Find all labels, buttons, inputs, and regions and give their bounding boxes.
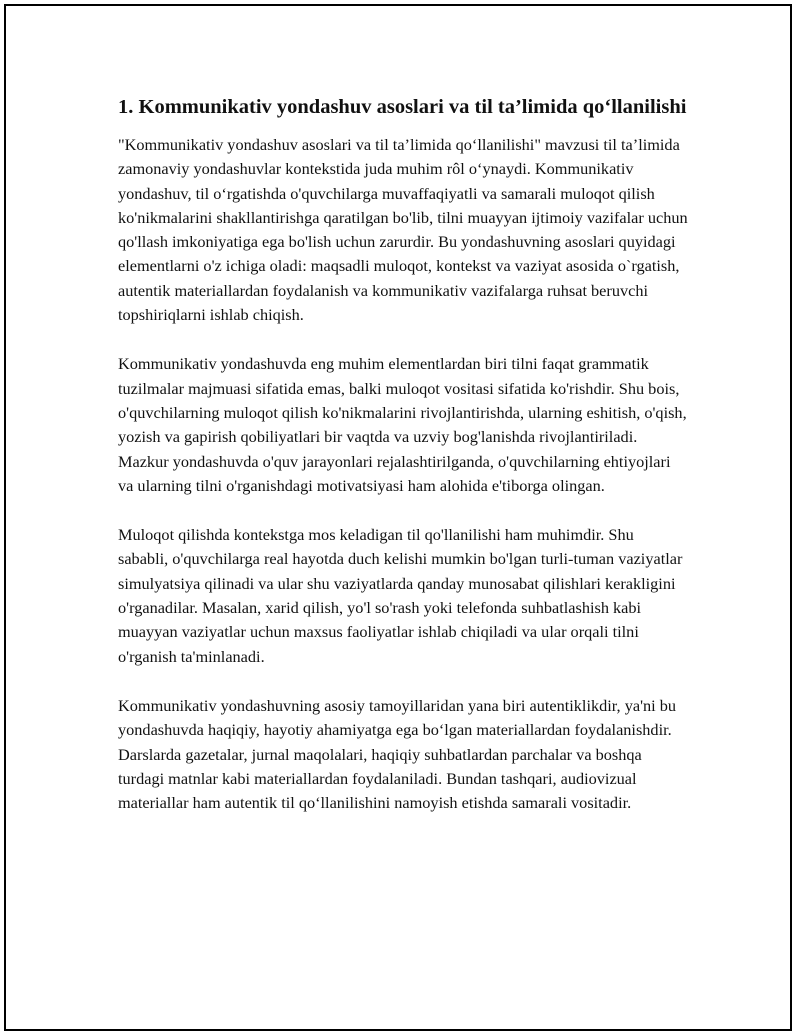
paragraph-4: Kommunikativ yondashuvning asosiy tamoyillaridan yana biri autentiklikdir, ya'ni bu yondashuvda haqiqiy, hayotiy ahamiyatga ega bo‘lgan materiallardan foydalanishdir. Darslarda gazetalar, jurnal maqolalari, haqiqiy suhbatlardan parchalar va boshqa turdagi matnlar kabi materiallardan foydalaniladi. Bundan tashqari, audiovizual materiallar ham autentik til qo‘llanilishini namoyish etishda samarali vositadir. <box>118 695 677 813</box>
paragraph-1: "Kommunikativ yondashuv asoslari va til ta’limida qo‘llanilishi" mavzusi til ta’limida zamonaviy yondashuvlar kontekstida juda muhim rôl o‘ynaydi. Kommunikativ yondashuv, til o‘rgatishda o'quvchilarga muvaffaqiyatli va samarali muloqot qilish ko'nikmalarini shakllantirishga qaratilgan bo'lib, tilni muayyan ijtimoiy vazifalar uchun qo'llash imkoniyatiga ega bo'lish uchun zarurdir. Bu yondashuvning asoslari quyidagi elementlarni o'z ichiga oladi: maqsadli muloqot, kontekst va vaziyat asosida o`rgatish, autentik materiallardan foydalanish va kommunikativ vazifalarga ruhsat beruvchi topshiriqlarni ishlab chiqish. <box>118 135 688 325</box>
paragraph-3: Muloqot qilishda kontekstga mos keladigan til qo'llanilishi ham muhimdir. Shu sababli, o'quvchilarga real hayotda duch kelishi mumkin bo'lgan turli-tuman vaziyatlar simulyatsiya qilinadi va ular shu vaziyatlarda qanday munosabat qilishlari kerakligini o'rganadilar. Masalan, xarid qilish, yo'l so'rash yoki telefonda suhbatlashish kabi muayyan vaziyatlar uchun maxsus faoliyatlar ishlab chiqiladi va ular orqali tilni o'rganish ta'minlanadi. <box>118 525 683 666</box>
document-body <box>118 94 688 840</box>
section-heading: 1. Kommunikativ yondashuv asoslari va til ta’limida qo‘llanilishi <box>118 96 687 118</box>
paragraph-2: Kommunikativ yondashuvda eng muhim elementlardan biri tilni faqat grammatik tuzilmalar majmuasi sifatida emas, balki muloqot vositasi sifatida ko'rishdir. Shu bois, o'quvchilarning muloqot qilish ko'nikmalarini rivojlantirishda, ularning eshitish, o'qish, yozish va gapirish qobiliyatlari bir vaqtda va uzviy bog'lanishda rivojlantiriladi. Mazkur yondashuvda o'quv jarayonlari rejalashtirilganda, o'quvchilarning ehtiyojlari va ularning tilni o'rganishdagi motivatsiyasi ham alohida e'tiborga olingan. <box>118 354 687 495</box>
